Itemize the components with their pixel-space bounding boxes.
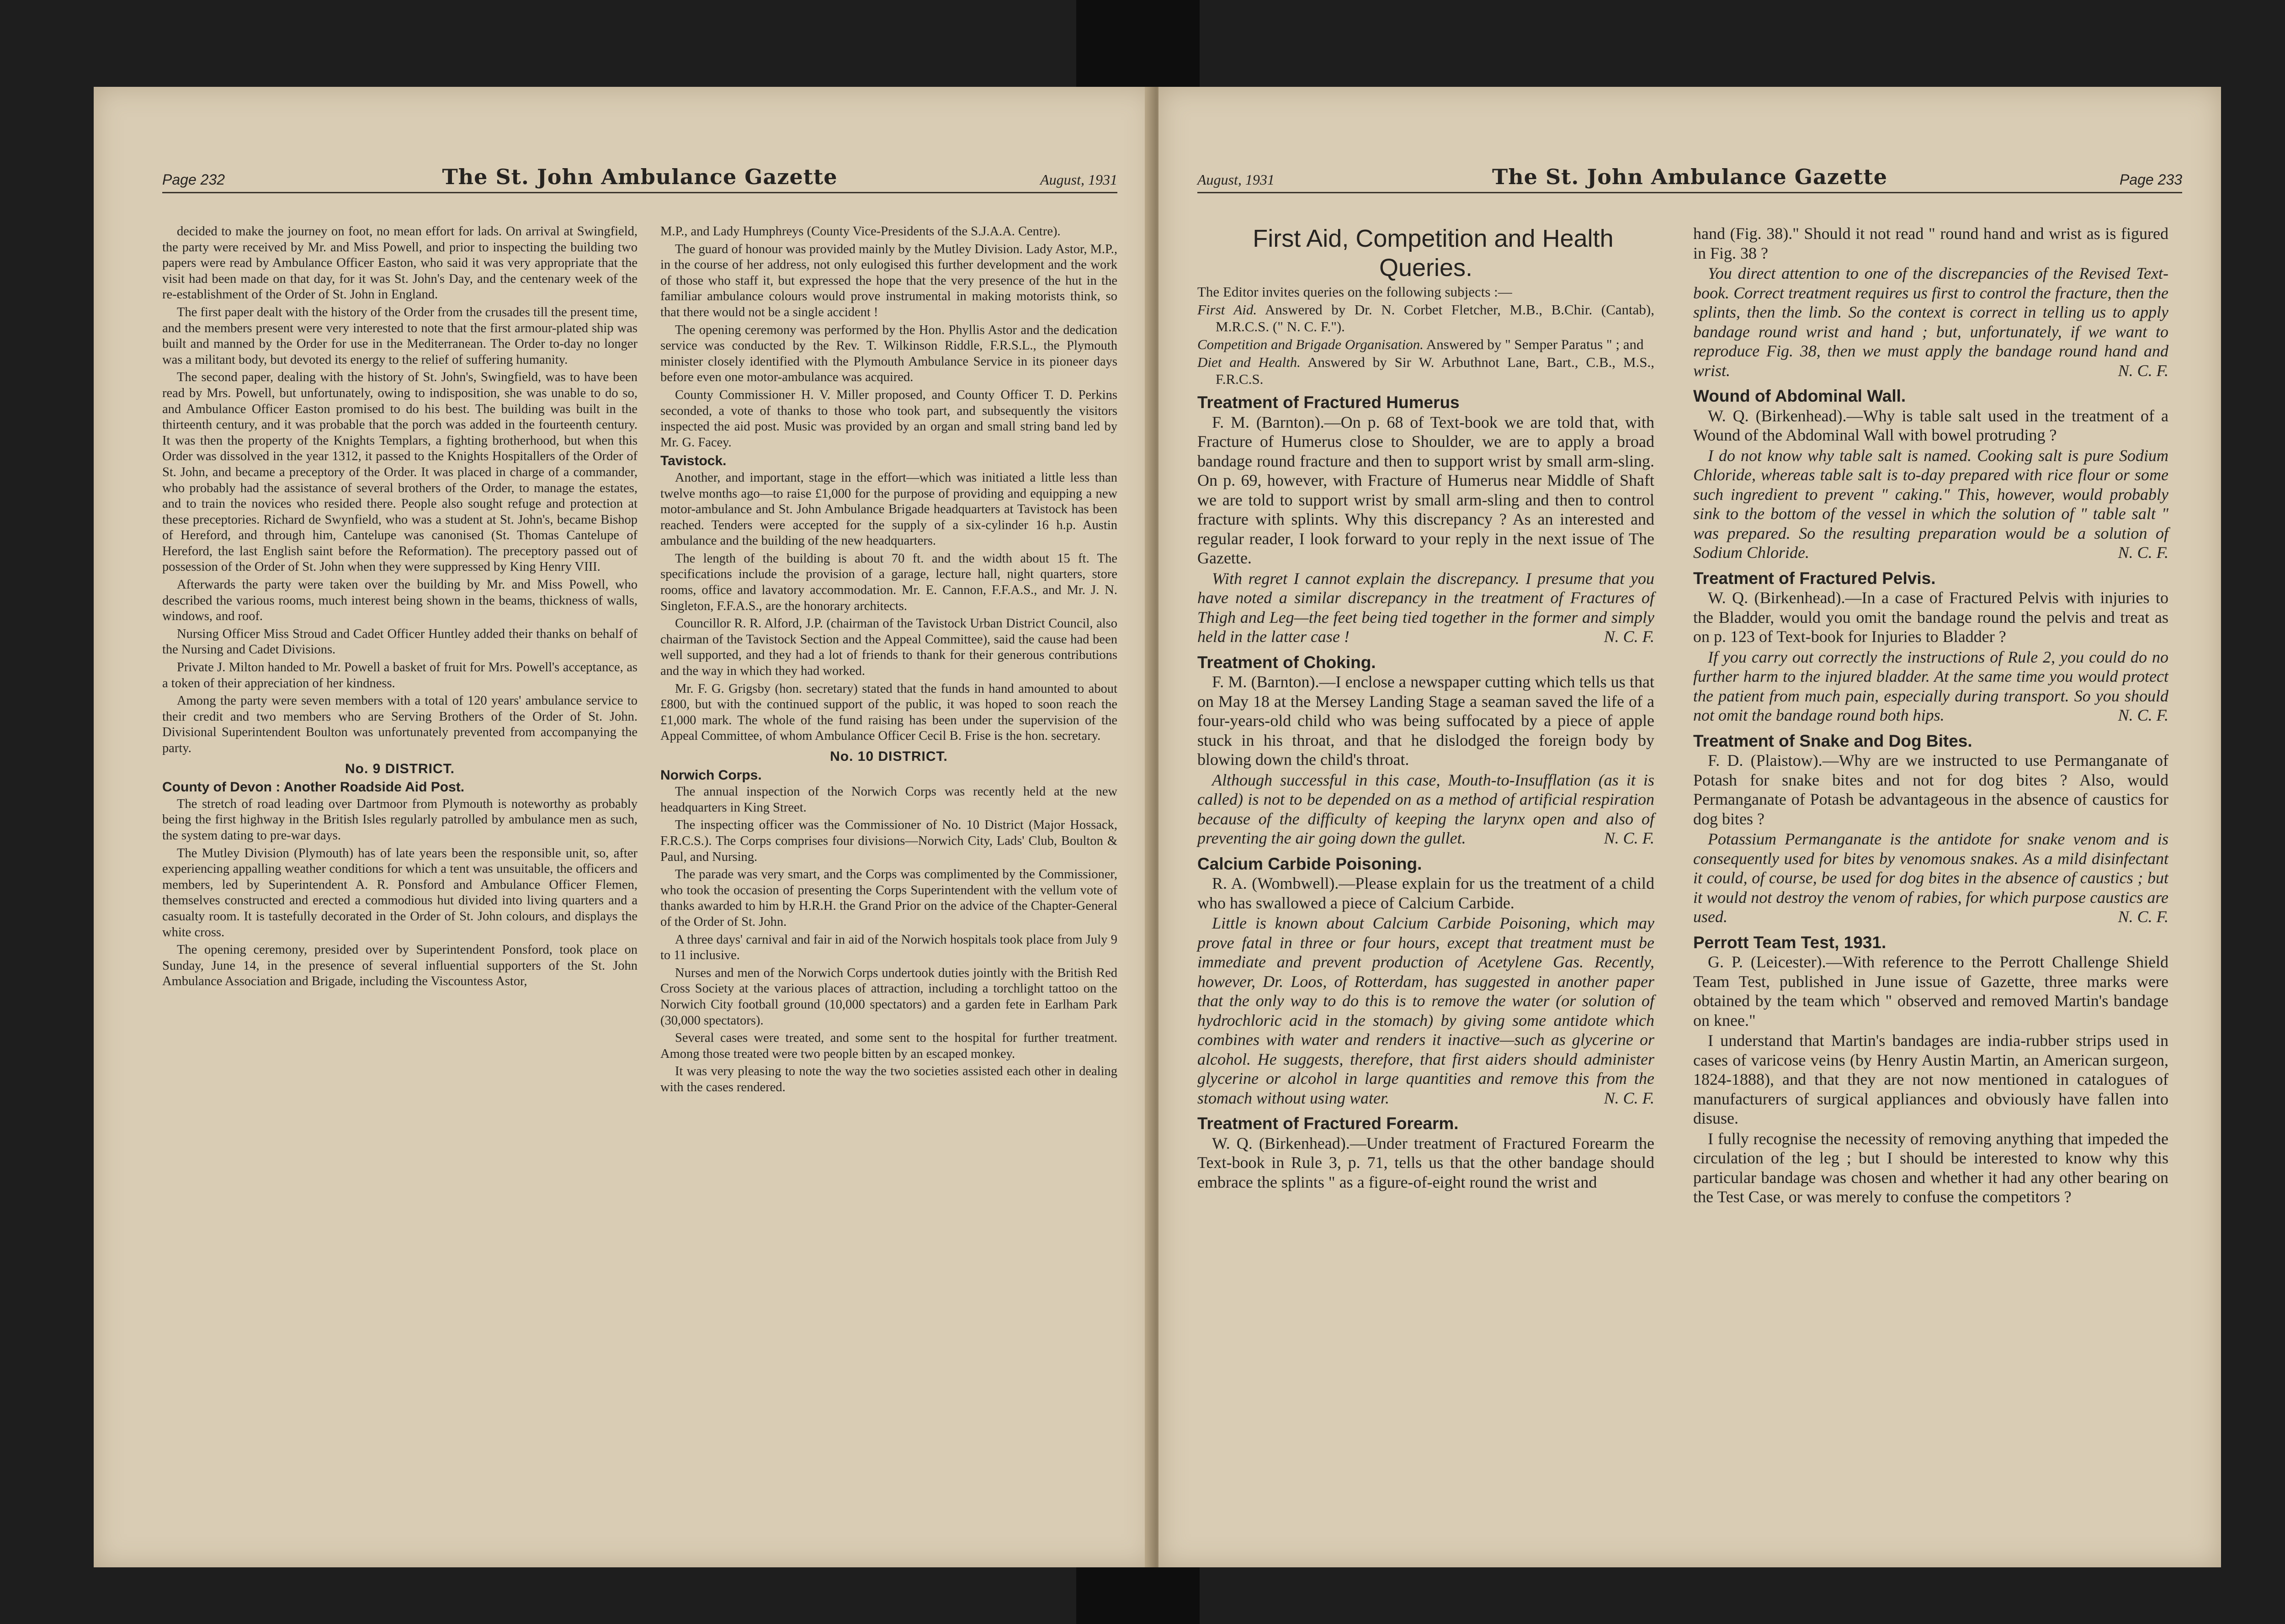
answer-signature: N. C. F.	[2118, 543, 2168, 562]
paragraph: The Mutley Division (Plymouth) has of late years been the responsible unit, so, after experiencing appalling weather conditions for which a tent was unsuitable, the officers and members, led by Superintendent A. R. Ponsford and Ambulance Officer Flemen, themselves constructed and erected a commodious hut divided into living quarters and a casualty room. It is tastefully decorated in the Order of St. John colours, and displays the white cross.	[162, 846, 638, 939]
paragraph: A three days' carnival and fair in aid of the Norwich hospitals took place from July 9 to 11 inclusive.	[660, 932, 1117, 963]
answer-signature: N. C. F.	[1604, 1088, 1654, 1107]
answer-signature: N. C. F.	[2118, 706, 2168, 724]
answer-signature: N. C. F.	[1604, 627, 1654, 646]
editor-answer	[1693, 446, 2168, 563]
answer-text: With regret I cannot explain the discrepancy. I presume that you have noted a similar discrepancy in the treatment of Fractures of Thigh and Leg—the feet being tied together in the former and simply held in the latter case !	[1197, 569, 1654, 646]
paragraph: Private J. Milton handed to Mr. Powell a basket of fruit for Mrs. Powell's acceptance, as a token of their appreciation of her kindness.	[162, 660, 638, 690]
paragraph: M.P., and Lady Humphreys (County Vice-Presidents of the S.J.A.A. Centre).	[660, 224, 1061, 239]
paragraph: Several cases were treated, and some sent to the hospital for further treatment. Among those treated were two people bitten by an escaped monkey.	[660, 1031, 1117, 1061]
section-title: First Aid, Competition and Health Queries.	[1253, 225, 1614, 281]
answer-text: I do not know why table salt is named. Cooking salt is pure Sodium Chloride, whereas table salt is to-day prepared with rice flour or some such ingredient to prevent " caking." This, however, would probably sink to the bottom of the vessel in which the solution of " table salt " was prepared. So the resulting preparation would be a solution of Sodium Chloride.	[1693, 446, 2168, 562]
reader-query: F. M. (Barnton).—I enclose a newspaper cutting which tells us that on May 18 at the Mersey Landing Stage a seaman saved the life of a four-years-old child who was being suffocated by a piece of apple stuck in his throat, and that he dislodged the foreign body by blowing down the child's throat.	[1197, 673, 1654, 769]
subject-line	[1197, 336, 1654, 353]
section-heading: Norwich Corps.	[660, 767, 762, 783]
left-column-2	[660, 224, 1117, 1097]
query-heading: Treatment of Fractured Humerus	[1197, 393, 1460, 412]
editor-answer	[1197, 569, 1654, 647]
left-page	[94, 87, 1154, 1567]
answer-text: If you carry out correctly the instructions of Rule 2, you could do no further harm to the injured bladder. At the same time you would protect the patient from much pain, especially during transport. So you should not omit the bandage round both hips.	[1693, 647, 2168, 724]
subject-answerer: Answered by " Semper Paratus " ; and	[1423, 336, 1644, 352]
left-running-header	[162, 160, 1117, 193]
query-heading: Treatment of Snake and Dog Bites.	[1693, 731, 1972, 750]
reader-query: R. A. (Wombwell).—Please explain for us the treatment of a child who has swallowed a piece of Calcium Carbide.	[1197, 874, 1654, 912]
paragraph: The first paper dealt with the history of the Order from the crusades till the present time, and the members present were very interested to note that the first armour-plated ship was built and manned by the Order for use in the Mediterranean. The Order to-day no longer was a militant body, but devoted its energy to the relief of suffering humanity.	[162, 305, 638, 367]
subheading: County of Devon : Another Roadside Aid Post.	[162, 780, 465, 795]
answer-text: Potassium Permanganate is the antidote for snake venom and is consequently used for bites by venomous snakes. As a mild disinfectant it could, of course, be used for dog bites in the absence of caustics ; but it would not destroy the venom of rabies, for which purpose caustics are used.	[1693, 830, 2168, 926]
paragraph: The opening ceremony, presided over by Superintendent Ponsford, took place on Sunday, June 14, in the presence of several influential supporters of the St. John Ambulance Association and Brigade, including the Viscountess Astor,	[162, 943, 638, 989]
editor-answer	[1197, 770, 1654, 848]
subject-list	[1197, 301, 1654, 387]
journal-title: The St. John Ambulance Gazette	[1492, 165, 1888, 189]
issue-date: August, 1931	[1197, 171, 1275, 188]
district-heading: No. 10 DISTRICT.	[830, 749, 948, 764]
answer-signature: N. C. F.	[2118, 361, 2168, 380]
paragraph: The parade was very smart, and the Corps was complimented by the Commissioner, who took the occasion of presenting the Corps Superintendent with the vellum vote of thanks awarded to him by H.R.H. the Grand Prior on the advice of the Chapter-General of the Order of St. John.	[660, 867, 1117, 929]
query-heading: Wound of Abdominal Wall.	[1693, 387, 1906, 405]
intro-text: The Editor invites queries on the following subjects :—	[1197, 284, 1512, 300]
answer-signature: N. C. F.	[1604, 829, 1654, 847]
paragraph: County Commissioner H. V. Miller proposed, and County Officer T. D. Perkins seconded, a vote of thanks to those who took part, and subsequently the visitors inspected the aid post. Music was provided by an organ and small string band led by Mr. G. Facey.	[660, 387, 1117, 450]
answer-text: Little is known about Calcium Carbide Poisoning, which may prove fatal in three or four hours, except that treatment must be immediate and prevent production of Acetylene Gas. Recently, however, Dr. Loos, of Rotterdam, has suggested in another paper that the only way to do this is to remove the water (or solution of hydrochloric acid in the stomach) by giving some antidote which combines with water and renders it inactive—such as glycerine or alcohol. He suggests, therefore, that first aiders should administer glycerine or alcohol in large quantities and remove this from the stomach without using water.	[1197, 914, 1654, 1107]
subject-name: Diet and Health.	[1197, 354, 1301, 370]
answer-text: Although successful in this case, Mouth-to-Insufflation (as it is called) is not to be depended on as a method of artificial respiration because of the difficulty of keeping the larynx open and also of preventing the air going down the gullet.	[1197, 770, 1654, 847]
reader-query: I fully recognise the necessity of removing anything that impeded the circulation of the leg ; but I should be interested to know why this particular bandage was chosen and whether it had any other bearing on the Test Case, or was merely to confuse the competitors ?	[1693, 1129, 2168, 1206]
paragraph: The inspecting officer was the Commissioner of No. 10 District (Major Hossack, F.R.C.S.). The Corps comprises four divisions—Norwich City, Lads' Club, Boulton & Paul, and Nursing.	[660, 818, 1117, 864]
paragraph: Councillor R. R. Alford, J.P. (chairman of the Tavistock Urban District Council, also chairman of the Tavistock Section and the Appeal Committee), said the cause had been well supported, and they had a lot of friends to thank for their generous contributions and the way in which they had worked.	[660, 616, 1117, 679]
reader-query: W. Q. (Birkenhead).—Under treatment of Fractured Forearm the Text-book in Rule 3, p. 71, tells us that the other bandage should embrace the splints " as a figure-of-eight round the wrist and	[1197, 1134, 1654, 1191]
paragraph: The length of the building is about 70 ft. and the width about 15 ft. The specifications include the provision of a garage, lecture hall, night quarters, store rooms, office and lavatory accommodation. Mr. E. Cannon, F.F.A.S., and Mr. J. N. Singleton, F.F.A.S., are the honorary architects.	[660, 551, 1117, 613]
reader-query: W. Q. (Birkenhead).—Why is table salt used in the treatment of a Wound of the Abdominal Wall with bowel protruding ?	[1693, 406, 2168, 444]
right-page	[1158, 87, 2221, 1567]
paragraph: The opening ceremony was performed by the Hon. Phyllis Astor and the dedication service was conducted by the Rev. T. Wilkinson Riddle, F.R.S.L., the Plymouth minister closely identified with the Plymouth Ambulance Service in its pioneer days before even one motor-ambulance was acquired.	[660, 323, 1117, 385]
subject-answerer: Answered by Dr. N. Corbet Fletcher, M.B., B.Chir. (Cantab), M.R.C.S. (" N. C. F.").	[1216, 302, 1654, 334]
paragraph: Among the party were seven members with a total of 120 years' ambulance service to their credit and two members who are Serving Brothers of the Order of St. John. Divisional Superintendent Boulton was unfortunately prevented from accompanying the party.	[162, 694, 638, 755]
right-running-header	[1197, 160, 2182, 193]
query-heading: Treatment of Fractured Forearm.	[1197, 1114, 1459, 1133]
subject-line	[1197, 301, 1654, 335]
paragraph: Another, and important, stage in the effort—which was initiated a little less than twelve months ago—to raise £1,000 for the purpose of providing and equipping a new motor-ambulance and St. John Ambulance Brigade headquarters at Tavistock has been reached. Tenders were accepted for the supply of a six-cylinder 16 h.p. Austin ambulance and the building of the new headquarters.	[660, 470, 1117, 548]
reader-query: F. D. (Plaistow).—Why are we instructed to use Permanganate of Potash for snake bites and not for dog bites ? Also, would Permanganate of Potash be advantageous in the absence of caustics for dog bites ?	[1693, 751, 2168, 828]
subject-name: First Aid.	[1197, 302, 1257, 318]
editor-answer	[1197, 913, 1654, 1108]
queries-column-1	[1197, 393, 1654, 1192]
query-heading: Treatment of Choking.	[1197, 653, 1376, 672]
editor-answer	[1693, 647, 2168, 725]
paragraph: Afterwards the party were taken over the building by Mr. and Miss Powell, who described the various rooms, much interest being shown in the beams, thickness of walls, windows, and roof.	[162, 578, 638, 624]
paragraph: Nursing Officer Miss Stroud and Cadet Officer Huntley added their thanks on behalf of the Nursing and Cadet Divisions.	[162, 626, 638, 657]
journal-title: The St. John Ambulance Gazette	[442, 165, 838, 189]
right-column-1	[1197, 224, 1654, 1193]
reader-query: hand (Fig. 38)." Should it not read " round hand and wrist as is figured in Fig. 38 ?	[1693, 224, 2168, 262]
paragraph: It was very pleasing to note the way the two societies assisted each other in dealing with the cases rendered.	[660, 1064, 1117, 1094]
paragraph: Mr. F. G. Grigsby (hon. secretary) stated that the funds in hand amounted to about £800, but with the continued support of the public, it was hoped to soon reach the £1,000 mark. The whole of the fund raising has been under the supervision of the Appeal Committee, of whom Ambulance Officer Cecil B. Frise is the hon. secretary.	[660, 681, 1117, 743]
subject-answerer: Answered by Sir W. Arbuthnot Lane, Bart., C.B., M.S., F.R.C.S.	[1216, 354, 1654, 387]
left-column-1	[162, 224, 638, 992]
query-heading: Perrott Team Test, 1931.	[1693, 933, 1886, 952]
paragraph: Nurses and men of the Norwich Corps undertook duties jointly with the British Red Cross Society at the various places of attraction, including a torchlight tattoo on the Norwich City football ground (10,000 spectators) and a garden fete in Earlham Park (30,000 spectators).	[660, 966, 1117, 1028]
answer-signature: N. C. F.	[2118, 908, 2168, 926]
reader-query: G. P. (Leicester).—With reference to the Perrott Challenge Shield Team Test, published in June issue of Gazette, three marks were obtained by the team which " observed and removed Martin's bandage on knee."	[1693, 953, 2168, 1030]
query-heading: Calcium Carbide Poisoning.	[1197, 854, 1422, 873]
editor-answer	[1693, 264, 2168, 380]
intro-block	[1197, 283, 1654, 387]
editor-answer	[1693, 829, 2168, 927]
reader-query: I understand that Martin's bandages are india-rubber strips used in cases of varicose veins (by Henry Austin Martin, an American surgeon, 1824-1888), and that they are not now mentioned in catalogues of manufacturers of surgical appliances and obviously have fallen into disuse.	[1693, 1031, 2168, 1127]
query-heading: Treatment of Fractured Pelvis.	[1693, 568, 1936, 588]
paragraph: The second paper, dealing with the history of St. John's, Swingfield, was to have been read by Mrs. Powell, but unfortunately, owing to indisposition, she was unable to do so, and Ambulance Officer Easton promised to do his best. The building was built in the thirteenth century, and it was probable that the porch was added in the fourteenth century. It was then the property of the Knights Templars, a fighting brotherhood, but when this Order was dissolved in the year 1312, it passed to the Knights Hospitallers of the Order of St. John, and became a preceptory of the Order. It was placed in charge of a commander, who probably had the assistance of several brothers of the Order, to manage the estates, and to train the novices who resided there. People also sought refuge and protection at these preceptories. Richard de Swynfield, who was a student at St. John's, became Bishop of Hereford, and through him, Cantelupe was canonised (St. Thomas Cantelupe of Hereford, the last English saint before the Reformation). The preceptory passed out of possession of the Order of St. John when they were suppressed by King Henry VIII.	[162, 370, 638, 574]
answer-text: You direct attention to one of the discrepancies of the Revised Text-book. Correct treatment requires us first to control the fracture, then the splints, then the limb. So the context is correct in telling us to apply bandage round wrist and hand ; but, unfortunately, if we want to reproduce Fig. 38, then we must apply the bandage round hand and wrist.	[1693, 264, 2168, 380]
issue-date: August, 1931	[1040, 171, 1117, 188]
right-column-2	[1693, 224, 2168, 1208]
district-heading: No. 9 DISTRICT.	[345, 761, 455, 776]
reader-query: F. M. (Barnton).—On p. 68 of Text-book we are told that, with Fracture of Humerus close to Shoulder, we are to apply a broad bandage round fracture and then to support wrist by small arm-sling. On p. 69, however, with Fracture of Humerus near Middle of Shaft we are told to support wrist by small arm-sling and then to control fracture with splints. Why this discrepancy ? As an interested and regular reader, I look forward to your reply in the next issue of The Gazette.	[1197, 413, 1654, 567]
subject-name: Competition and Brigade Organisation.	[1197, 336, 1424, 352]
page-number: Page 233	[2119, 171, 2182, 188]
paragraph: decided to make the journey on foot, no mean effort for lads. On arrival at Swingfield, the party were received by Mr. and Miss Powell, and prior to inspecting the building two papers were read by Ambulance Officer Easton, who said it was very appropriate that the visit had been made on that day, for it was St. John's Day, and the centenary week of the re-establishment of the Order of St. John in England.	[162, 224, 638, 302]
section-heading: Tavistock.	[660, 453, 727, 469]
paragraph: The annual inspection of the Norwich Corps was recently held at the new headquarters in King Street.	[660, 785, 1117, 815]
subject-line	[1197, 354, 1654, 387]
paragraph: The stretch of road leading over Dartmoor from Plymouth is noteworthy as probably being the first highway in the British Isles regularly patrolled by ambulance men as such, the system dating to pre-war days.	[162, 796, 638, 843]
reader-query: W. Q. (Birkenhead).—In a case of Fractured Pelvis with injuries to the Bladder, would you omit the bandage round the pelvis and treat as on p. 123 of Text-book for Injuries to Bladder ?	[1693, 589, 2168, 646]
page-number: Page 232	[162, 171, 225, 188]
paragraph: The guard of honour was provided mainly by the Mutley Division. Lady Astor, M.P., in the course of her address, not only eulogised this further development and the work of those who staff it, but expressed the hope that the very presence of the hut in the familiar ambulance colours would prove instrumental in making motorists think, so that there would not be a single accident !	[660, 242, 1117, 319]
